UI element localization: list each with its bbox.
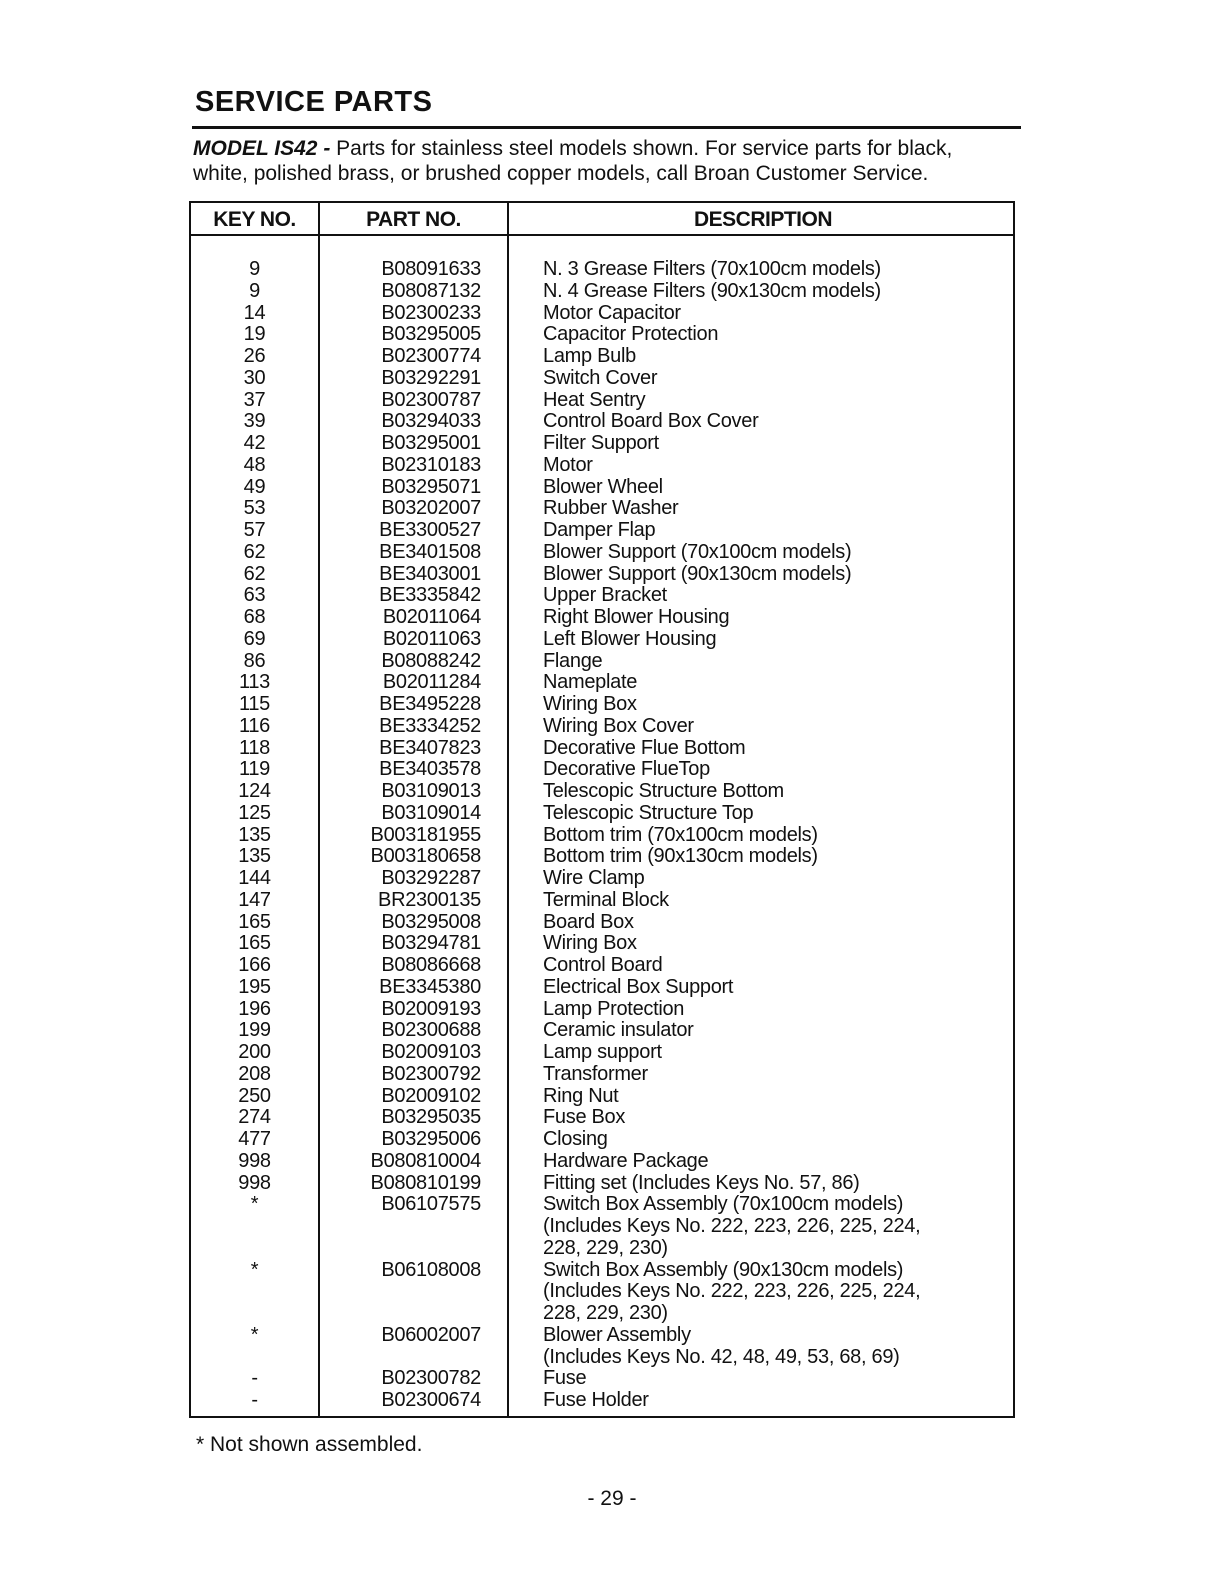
description-line: Electrical Box Support <box>543 975 734 998</box>
table-row <box>191 1151 1013 1173</box>
description-line: Bottom trim (70x100cm models) <box>543 823 818 846</box>
table-row <box>191 868 1013 890</box>
cell-part-no: BE3401508 <box>379 540 481 563</box>
cell-key-no: 477 <box>238 1128 271 1150</box>
table-row <box>191 324 1013 346</box>
table-row <box>191 1325 1013 1369</box>
cell-part-no: B003180658 <box>370 845 481 868</box>
cell-key-no: 39 <box>243 410 266 433</box>
description-line: Right Blower Housing <box>543 606 730 628</box>
table-row <box>191 390 1013 412</box>
cell-part-no: B02011064 <box>382 606 481 628</box>
table-row <box>191 564 1013 586</box>
table-row <box>191 694 1013 716</box>
description-line: Damper Flap <box>543 519 656 541</box>
cell-part-no: B03292291 <box>381 366 481 389</box>
title-rule <box>192 126 1021 129</box>
cell-part-no: B080810199 <box>370 1171 481 1194</box>
cell-part-no: B02300792 <box>381 1062 481 1085</box>
parts-table <box>189 201 1015 1418</box>
table-row <box>191 1194 1013 1259</box>
cell-key-no: 86 <box>243 649 266 672</box>
cell-key-no: 53 <box>243 497 266 520</box>
description-line: Fuse Box <box>543 1106 626 1129</box>
cell-description <box>509 1390 1013 1412</box>
cell-description <box>509 803 1013 825</box>
cell-description <box>509 955 1013 977</box>
page-title: SERVICE PARTS <box>195 86 433 118</box>
table-row <box>191 346 1013 368</box>
cell-key-no: 19 <box>243 323 266 346</box>
cell-key-no: 49 <box>243 475 266 498</box>
cell-part-no: BE3407823 <box>379 736 481 759</box>
description-line: Nameplate <box>543 671 638 694</box>
cell-description <box>509 999 1013 1021</box>
description-line: (Includes Keys No. 222, 223, 226, 225, 224, <box>543 1280 921 1303</box>
cell-key-no: 166 <box>238 954 271 976</box>
table-row <box>191 433 1013 455</box>
cell-part-no: B03109014 <box>381 801 481 824</box>
table-row <box>191 781 1013 803</box>
cell-key-no: 116 <box>239 714 270 737</box>
cell-part-no: B03294781 <box>381 932 481 955</box>
table-row <box>191 542 1013 564</box>
description-line: Wiring Box Cover <box>543 714 694 737</box>
cell-key-no: 165 <box>238 910 271 933</box>
cell-key-no: 9 <box>249 258 260 280</box>
cell-description <box>509 651 1013 673</box>
table-row <box>191 1173 1013 1195</box>
cell-part-no: B003181955 <box>370 823 481 846</box>
cell-description <box>509 368 1013 390</box>
description-line: Transformer <box>543 1062 648 1085</box>
cell-key-no: 113 <box>239 671 270 694</box>
cell-description <box>509 477 1013 499</box>
cell-part-no: B03295001 <box>381 432 481 454</box>
table-row <box>191 977 1013 999</box>
description-line: Terminal Block <box>543 888 669 911</box>
description-line: Closing <box>543 1128 608 1150</box>
cell-part-no: B02310183 <box>381 453 481 476</box>
description-line: Blower Wheel <box>543 475 663 498</box>
cell-part-no: B02009193 <box>381 997 481 1020</box>
description-line: Lamp Protection <box>543 997 685 1020</box>
cell-key-no: 69 <box>243 627 266 650</box>
table-row <box>191 411 1013 433</box>
cell-key-no: 998 <box>238 1171 271 1194</box>
cell-key-no: 118 <box>239 736 270 759</box>
description-line: Fuse <box>543 1367 587 1390</box>
intro-text-line2: white, polished brass, or brushed copper models, call Broan Customer Service. <box>193 162 929 185</box>
cell-key-no: 208 <box>238 1062 271 1085</box>
cell-part-no: B02300688 <box>381 1019 481 1042</box>
table-row <box>191 1368 1013 1390</box>
cell-key-no: * <box>250 1193 259 1216</box>
model-label: MODEL IS42 - <box>193 137 331 160</box>
cell-part-no: B03295005 <box>381 323 481 346</box>
table-row <box>191 716 1013 738</box>
cell-part-no: B03202007 <box>381 497 481 520</box>
cell-part-no: B03292287 <box>381 867 481 889</box>
cell-part-no: B03295035 <box>381 1106 481 1129</box>
table-row <box>191 607 1013 629</box>
cell-part-no: BE3403578 <box>379 758 481 781</box>
cell-description <box>509 455 1013 477</box>
description-line: Control Board <box>543 954 663 976</box>
cell-key-no: * <box>250 1323 259 1346</box>
cell-part-no: B02300774 <box>381 345 481 367</box>
cell-description <box>509 1368 1013 1390</box>
description-line: Blower Support (90x130cm models) <box>543 562 852 585</box>
cell-part-no: BE3335842 <box>379 584 481 607</box>
cell-key-no: 200 <box>238 1041 271 1063</box>
cell-key-no: 14 <box>243 301 266 324</box>
cell-key-no: 57 <box>243 519 266 541</box>
cell-key-no: 998 <box>238 1149 271 1172</box>
cell-part-no: B02011284 <box>382 671 481 694</box>
cell-description <box>509 1020 1013 1042</box>
cell-key-no: 195 <box>238 975 271 998</box>
cell-part-no: B08087132 <box>381 279 481 302</box>
table-row <box>191 912 1013 934</box>
cell-key-no: 119 <box>239 758 270 781</box>
description-line: Switch Box Assembly (70x100cm models) <box>543 1193 904 1216</box>
cell-description <box>509 1151 1013 1173</box>
table-row <box>191 651 1013 673</box>
cell-part-no: B06002007 <box>381 1323 481 1346</box>
cell-part-no: B03295071 <box>381 475 481 498</box>
table-row <box>191 759 1013 781</box>
cell-description <box>509 1042 1013 1064</box>
cell-description <box>509 977 1013 999</box>
cell-description <box>509 890 1013 912</box>
cell-description <box>509 585 1013 607</box>
cell-part-no: B02300782 <box>381 1367 481 1390</box>
cell-key-no: 26 <box>243 345 266 367</box>
table-row <box>191 825 1013 847</box>
cell-description <box>509 390 1013 412</box>
cell-description <box>509 1129 1013 1151</box>
description-line: Wiring Box <box>543 932 637 955</box>
cell-description <box>509 498 1013 520</box>
cell-part-no: BE3300527 <box>379 519 481 541</box>
cell-key-no: 135 <box>238 823 271 846</box>
cell-description <box>509 1260 1013 1325</box>
description-line: Rubber Washer <box>543 497 679 520</box>
description-line: Control Board Box Cover <box>543 410 759 433</box>
table-row <box>191 1107 1013 1129</box>
cell-part-no: BR2300135 <box>378 888 481 911</box>
description-line: Telescopic Structure Top <box>543 801 754 824</box>
table-row <box>191 1064 1013 1086</box>
cell-description <box>509 259 1013 281</box>
description-line: Capacitor Protection <box>543 323 719 346</box>
cell-part-no: B03295008 <box>381 910 481 933</box>
description-line: Flange <box>543 649 603 672</box>
cell-description <box>509 781 1013 803</box>
cell-key-no: 144 <box>238 867 271 889</box>
cell-part-no: B03295006 <box>381 1128 481 1150</box>
cell-part-no: B03109013 <box>381 780 481 802</box>
table-row <box>191 1042 1013 1064</box>
cell-description <box>509 520 1013 542</box>
cell-key-no: - <box>251 1389 258 1411</box>
description-line: Switch Box Assembly (90x130cm models) <box>543 1258 904 1281</box>
cell-part-no: BE3403001 <box>379 562 481 585</box>
cell-key-no: 68 <box>243 606 266 628</box>
cell-description <box>509 281 1013 303</box>
cell-description <box>509 825 1013 847</box>
description-line: 228, 229, 230) <box>543 1236 668 1259</box>
description-line: Wiring Box <box>543 693 637 715</box>
table-row <box>191 1129 1013 1151</box>
description-line: Decorative Flue Bottom <box>543 736 746 759</box>
cell-part-no: B02300674 <box>381 1389 481 1411</box>
cell-description <box>509 1173 1013 1195</box>
table-row <box>191 1086 1013 1108</box>
table-row <box>191 1390 1013 1412</box>
cell-key-no: 165 <box>238 932 271 955</box>
description-line: Upper Bracket <box>543 584 667 607</box>
description-line: Filter Support <box>543 432 659 454</box>
cell-description <box>509 694 1013 716</box>
description-line: Switch Cover <box>543 366 658 389</box>
table-row <box>191 738 1013 760</box>
table-body <box>191 259 1013 1412</box>
table-row <box>191 281 1013 303</box>
cell-description <box>509 933 1013 955</box>
cell-part-no: B02300233 <box>381 301 481 324</box>
cell-key-no: - <box>251 1367 258 1390</box>
table-row <box>191 368 1013 390</box>
cell-key-no: 42 <box>243 432 266 454</box>
cell-part-no: B06108008 <box>381 1258 481 1281</box>
description-line: Ring Nut <box>543 1084 619 1107</box>
cell-description <box>509 846 1013 868</box>
description-line: Left Blower Housing <box>543 627 717 650</box>
cell-description <box>509 607 1013 629</box>
description-line: Blower Support (70x100cm models) <box>543 540 852 563</box>
cell-part-no: B02009103 <box>381 1041 481 1063</box>
description-line: Decorative FlueTop <box>543 758 710 781</box>
cell-key-no: * <box>250 1258 259 1281</box>
table-row <box>191 520 1013 542</box>
cell-description <box>509 672 1013 694</box>
description-line: Board Box <box>543 910 634 933</box>
description-line: Lamp support <box>543 1041 662 1063</box>
table-row <box>191 629 1013 651</box>
cell-part-no: BE3495228 <box>379 693 481 715</box>
header-part-no: PART NO. <box>366 208 461 231</box>
page-number: - 29 - <box>587 1487 637 1510</box>
cell-description <box>509 564 1013 586</box>
table-row <box>191 672 1013 694</box>
cell-part-no: B02300787 <box>381 388 481 411</box>
cell-part-no: B06107575 <box>381 1193 481 1216</box>
description-line: Fuse Holder <box>543 1389 649 1411</box>
cell-description <box>509 738 1013 760</box>
cell-key-no: 62 <box>243 540 266 563</box>
cell-description <box>509 1194 1013 1259</box>
cell-part-no: B03294033 <box>381 410 481 433</box>
table-row <box>191 933 1013 955</box>
cell-key-no: 124 <box>238 780 271 802</box>
table-row <box>191 259 1013 281</box>
intro-text-line1: Parts for stainless steel models shown. For service parts for black, <box>336 137 953 160</box>
description-line: Motor <box>543 453 593 476</box>
description-line: Wire Clamp <box>543 867 645 889</box>
cell-description <box>509 912 1013 934</box>
cell-part-no: B08086668 <box>381 954 481 976</box>
cell-key-no: 115 <box>239 693 270 715</box>
table-row <box>191 455 1013 477</box>
cell-description <box>509 542 1013 564</box>
description-line: Heat Sentry <box>543 388 646 411</box>
cell-key-no: 135 <box>238 845 271 868</box>
cell-description <box>509 303 1013 325</box>
cell-part-no: BE3345380 <box>379 975 481 998</box>
cell-part-no: B08088242 <box>381 649 481 672</box>
description-line: N. 3 Grease Filters (70x100cm models) <box>543 258 881 280</box>
table-row <box>191 498 1013 520</box>
cell-key-no: 63 <box>243 584 266 607</box>
cell-description <box>509 411 1013 433</box>
cell-description <box>509 868 1013 890</box>
cell-part-no: B08091633 <box>381 258 481 280</box>
cell-description <box>509 1107 1013 1129</box>
cell-key-no: 199 <box>238 1019 271 1042</box>
description-line: Motor Capacitor <box>543 301 681 324</box>
cell-description <box>509 346 1013 368</box>
table-row <box>191 303 1013 325</box>
cell-description <box>509 324 1013 346</box>
cell-description <box>509 759 1013 781</box>
cell-key-no: 147 <box>238 888 271 911</box>
description-line: Blower Assembly <box>543 1323 691 1346</box>
description-line: 228, 229, 230) <box>543 1302 668 1324</box>
cell-key-no: 62 <box>243 562 266 585</box>
table-row <box>191 1020 1013 1042</box>
cell-key-no: 250 <box>238 1084 271 1107</box>
description-line: Telescopic Structure Bottom <box>543 780 784 802</box>
description-line: (Includes Keys No. 42, 48, 49, 53, 68, 69) <box>543 1345 900 1368</box>
cell-key-no: 30 <box>243 366 266 389</box>
cell-part-no: B02009102 <box>381 1084 481 1107</box>
description-line: (Includes Keys No. 222, 223, 226, 225, 224, <box>543 1215 921 1237</box>
description-line: Ceramic insulator <box>543 1019 694 1042</box>
cell-key-no: 125 <box>238 801 271 824</box>
cell-description <box>509 629 1013 651</box>
table-row <box>191 999 1013 1021</box>
table-row <box>191 585 1013 607</box>
intro-paragraph <box>193 136 1028 186</box>
description-line: Bottom trim (90x130cm models) <box>543 845 818 868</box>
table-row <box>191 1260 1013 1325</box>
cell-key-no: 274 <box>238 1106 271 1129</box>
footnote: * Not shown assembled. <box>196 1433 423 1456</box>
cell-description <box>509 1086 1013 1108</box>
description-line: Hardware Package <box>543 1149 709 1172</box>
cell-key-no: 37 <box>243 388 266 411</box>
cell-description <box>509 433 1013 455</box>
cell-part-no: BE3334252 <box>379 714 481 737</box>
table-row <box>191 846 1013 868</box>
table-row <box>191 477 1013 499</box>
cell-description <box>509 1325 1013 1369</box>
cell-key-no: 48 <box>243 453 266 476</box>
cell-description <box>509 716 1013 738</box>
cell-key-no: 9 <box>249 279 260 302</box>
description-line: Fitting set (Includes Keys No. 57, 86) <box>543 1171 860 1194</box>
table-row <box>191 890 1013 912</box>
cell-part-no: B02011063 <box>382 627 481 650</box>
cell-description <box>509 1064 1013 1086</box>
cell-part-no: B080810004 <box>370 1149 481 1172</box>
description-line: Lamp Bulb <box>543 345 636 367</box>
table-row <box>191 803 1013 825</box>
header-description: DESCRIPTION <box>693 208 832 231</box>
description-line: N. 4 Grease Filters (90x130cm models) <box>543 279 881 302</box>
cell-key-no: 196 <box>238 997 271 1020</box>
table-row <box>191 955 1013 977</box>
header-key-no: KEY NO. <box>213 208 296 231</box>
